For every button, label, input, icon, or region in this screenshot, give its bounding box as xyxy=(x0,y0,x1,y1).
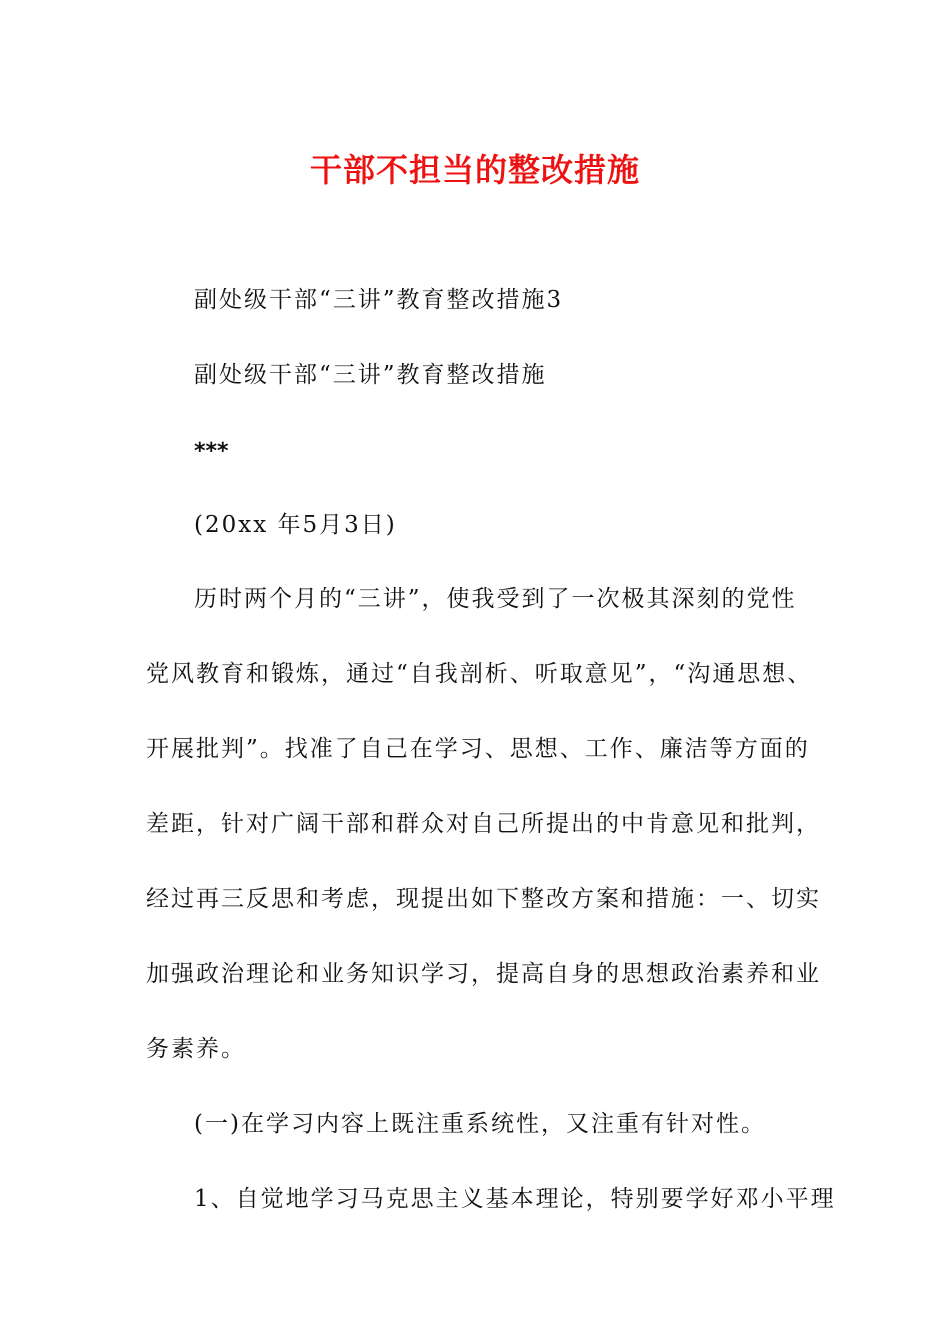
subtitle-line: 副处级干部“三讲”教育整改措施 xyxy=(194,362,547,388)
date-line: (20xx 年5月3日) xyxy=(194,512,397,538)
document-title: 干部不担当的整改措施 xyxy=(309,151,640,189)
paragraph-line: 历时两个月的“三讲”，使我受到了一次极其深刻的党性 xyxy=(194,586,797,612)
author-placeholder: *** xyxy=(194,439,229,464)
paragraph-line: 开展批判”。找准了自己在学习、思想、工作、廉洁等方面的 xyxy=(146,736,810,762)
list-item: 1、自觉地学习马克思主义基本理论，特别要学好邓小平理 xyxy=(194,1186,836,1212)
paragraph-line: 经过再三反思和考虑，现提出如下整改方案和措施：一、切实 xyxy=(146,886,821,912)
paragraph-line: 务素养。 xyxy=(146,1036,246,1062)
paragraph-line: 差距，针对广阔干部和群众对自己所提出的中肯意见和批判， xyxy=(146,811,821,837)
section-heading: (一)在学习内容上既注重系统性，又注重有针对性。 xyxy=(194,1111,766,1137)
subtitle-line: 副处级干部“三讲”教育整改措施3 xyxy=(194,287,564,313)
paragraph-line: 党风教育和锻炼，通过“自我剖析、听取意见”，“沟通思想、 xyxy=(146,661,813,687)
paragraph-line: 加强政治理论和业务知识学习，提高自身的思想政治素养和业 xyxy=(146,961,821,987)
